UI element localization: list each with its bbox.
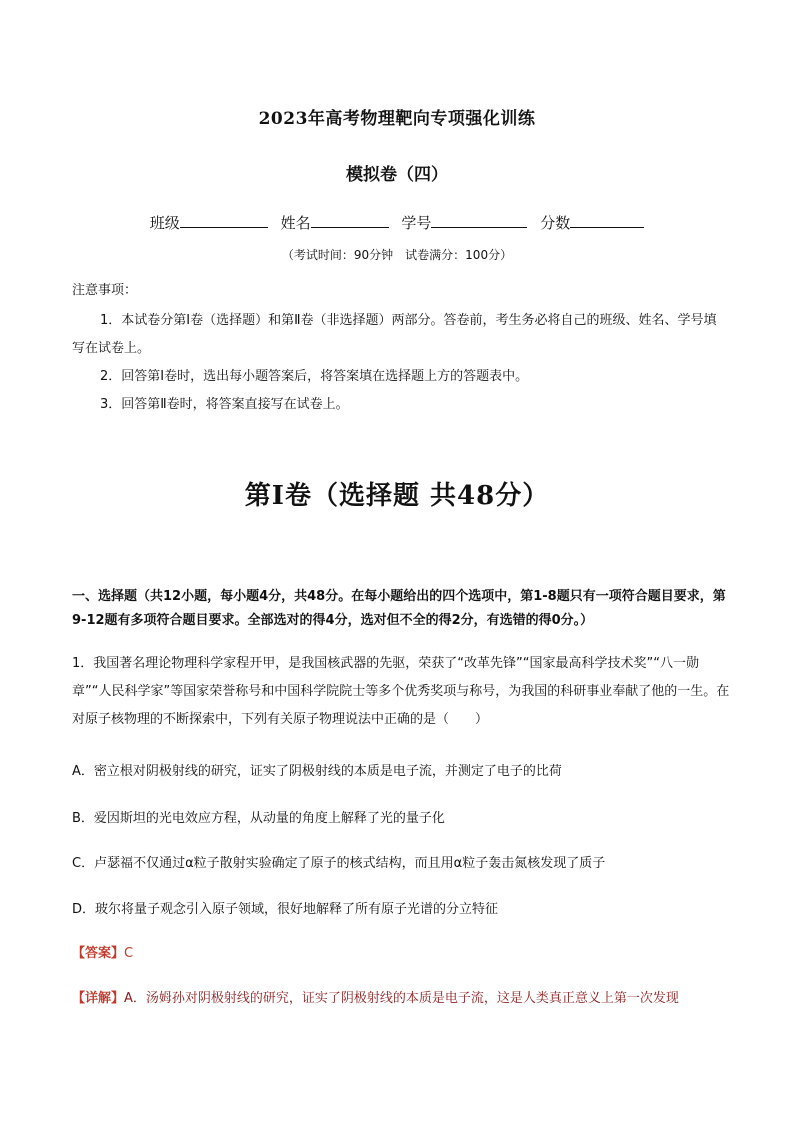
question-1-stem	[72, 650, 732, 734]
answer-value: C	[124, 946, 134, 961]
detail-line	[72, 987, 732, 1006]
class-field	[150, 212, 268, 233]
exam-time: （考试时间：90分钟 试卷满分：100分）	[281, 248, 513, 262]
option-d: D．玻尔将量子观念引入原子领域，很好地解释了所有原子光谱的分立特征	[72, 902, 499, 917]
section-instructions: 一、选择题（共12小题，每小题4分，共48分。在每小题给出的四个选项中，第1-8题只有一项符合题目要求，第9-12题有多项符合题目要求。全部选对的得4分，选对但不全的得2分，有选错的得0分。）	[72, 589, 726, 628]
option-b: B．爱因斯坦的光电效应方程，从动量的角度上解释了光的量子化	[72, 811, 445, 826]
detail-tag: 【详解】	[72, 991, 125, 1006]
option-a: A．密立根对阴极射线的研究，证实了阴极射线的本质是电子流，并测定了电子的比荷	[72, 764, 562, 779]
score-label: 分数	[540, 214, 571, 232]
name-blank	[311, 213, 389, 228]
note-item: 2．回答第Ⅰ卷时，选出每小题答案后，将答案填在选择题上方的答题表中。	[100, 369, 529, 384]
note-item: 1．本试卷分第Ⅰ卷（选择题）和第Ⅱ卷（非选择题）两部分。答卷前，考生务必将自己的班级、姓名、学号填写在试卷上。	[72, 313, 717, 356]
detail-text: A．汤姆孙对阴极射线的研究，证实了阴极射线的本质是电子流，这是人类真正意义上第一次发现	[124, 991, 679, 1006]
exam-title: 2023年高考物理靶向专项强化训练	[258, 109, 536, 129]
answer-line	[72, 942, 133, 961]
id-label: 学号	[401, 214, 432, 232]
id-blank	[431, 213, 527, 228]
score-field	[540, 212, 644, 233]
answer-tag: 【答案】	[72, 946, 125, 961]
score-blank	[570, 213, 644, 228]
notes-heading: 注意事项：	[72, 283, 138, 298]
name-field	[281, 212, 389, 233]
exam-subtitle: 模拟卷（四）	[346, 165, 448, 185]
note-item: 3．回答第Ⅱ卷时，将答案直接写在试卷上。	[100, 397, 349, 412]
question-stem-text: 1．我国著名理论物理科学家程开甲，是我国核武器的先驱，荣获了“改革先锋”“国家最高科学技术奖”“八一勋章”“人民科学家”等国家荣誉称号和中国科学院院士等多个优秀奖项与称号，为我国的科研事业奉献了他的一生。在对原子核物理的不断探索中，下列有关原子物理说法中正确的是（ ）	[72, 656, 730, 727]
id-field	[401, 212, 527, 233]
student-info-row	[0, 212, 794, 233]
section-title: 第Ⅰ卷（选择题 共48分）	[244, 481, 550, 511]
option-c: C．卢瑟福不仅通过α粒子散射实验确定了原子的核式结构，而且用α粒子轰击氮核发现了质子	[72, 856, 606, 871]
class-blank	[180, 213, 268, 228]
name-label: 姓名	[280, 214, 311, 232]
class-label: 班级	[149, 214, 180, 232]
notes-list	[72, 307, 727, 419]
